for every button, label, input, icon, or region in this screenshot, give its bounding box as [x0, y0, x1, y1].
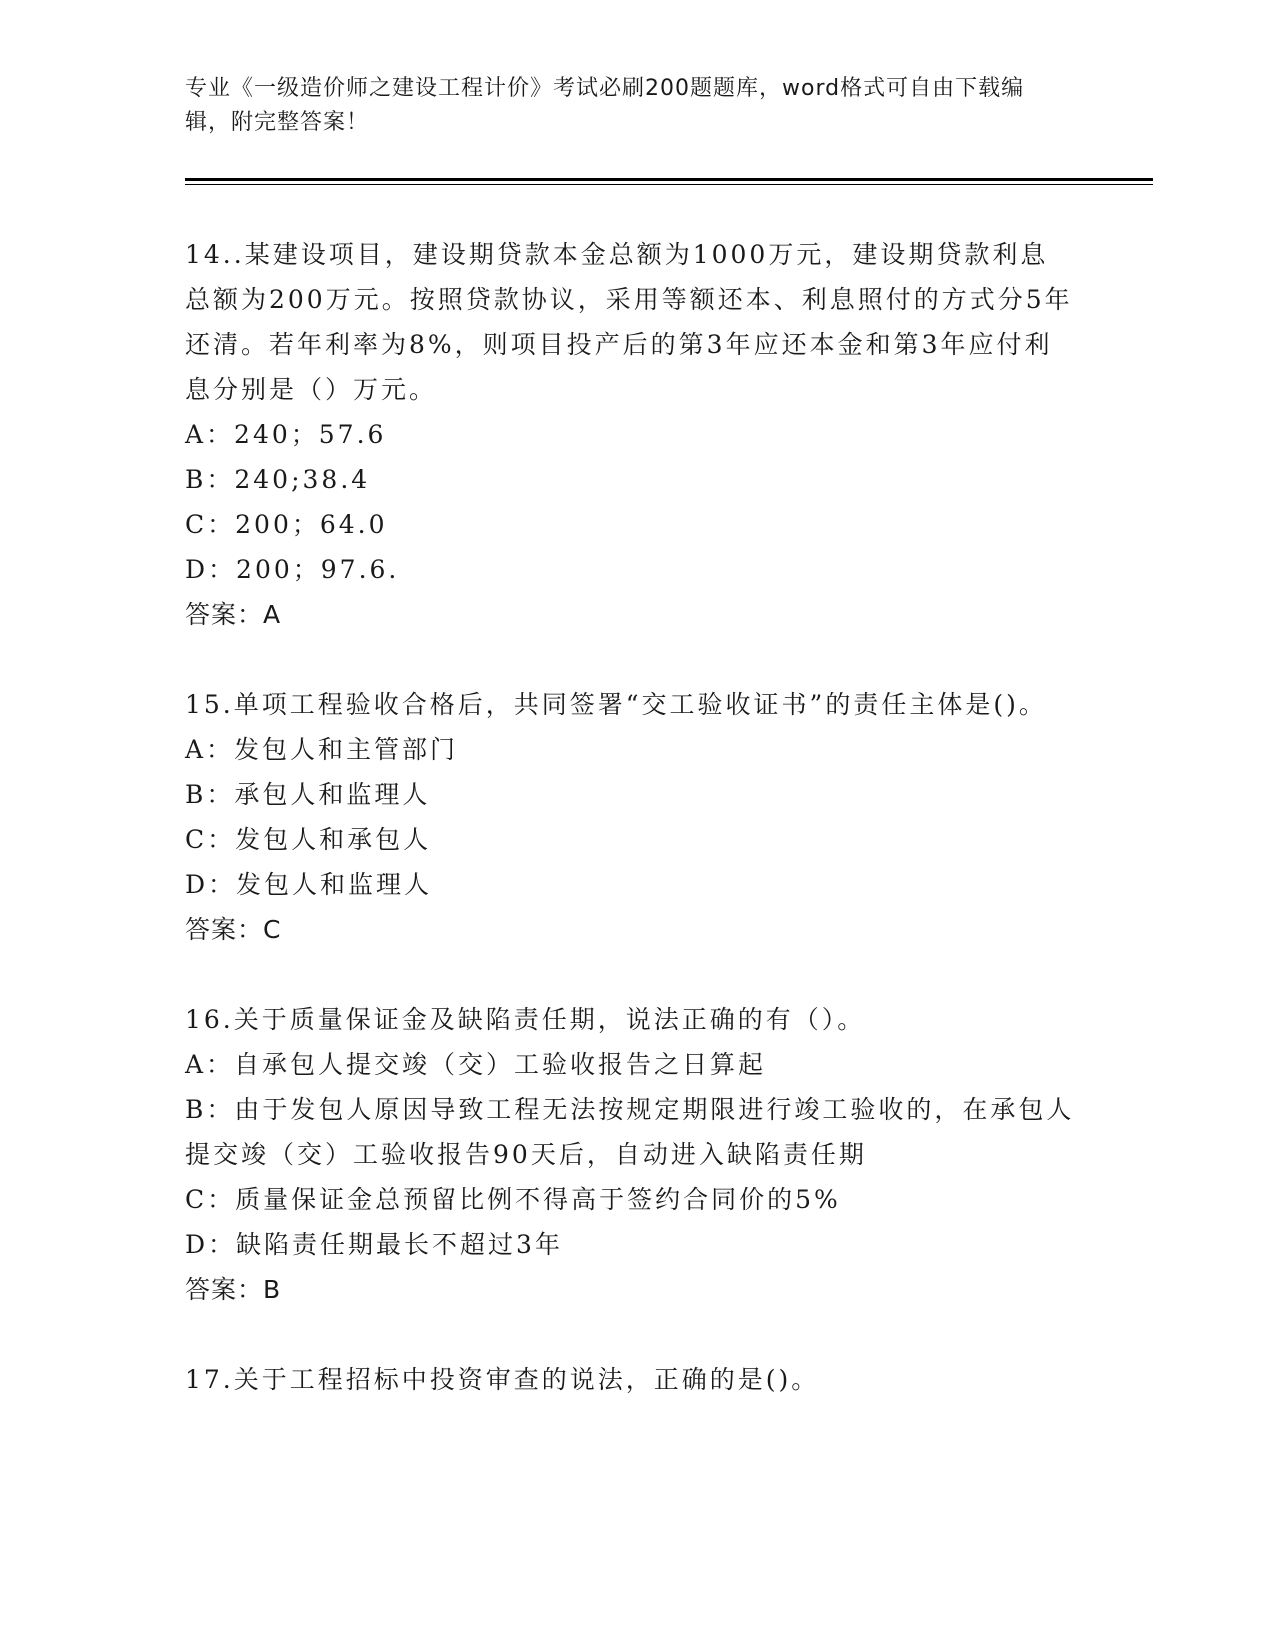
- option-b: B：由于发包人原因导致工程无法按规定期限进行竣工验收的，在承包人提交竣（交）工验收报告90天后，自动进入缺陷责任期: [185, 1095, 1075, 1169]
- question-text: 14..某建设项目，建设期贷款本金总额为1000万元，建设期贷款利息总额为200万元。按照贷款协议，采用等额还本、利息照付的方式分5年还清。若年利率为8%，则项目投产后的第3年应还本金和第3年应付利息分别是（）万元。: [185, 240, 1073, 404]
- question-spacer: [185, 1312, 1075, 1357]
- question-15: [185, 682, 1075, 952]
- answer: 答案：B: [185, 1275, 282, 1304]
- question-text: 17.关于工程招标中投资审查的说法，正确的是()。: [185, 1365, 820, 1394]
- answer: 答案：C: [185, 915, 282, 944]
- option-a: A：自承包人提交竣（交）工验收报告之日算起: [185, 1050, 767, 1079]
- option-b: B：240;38.4: [185, 465, 371, 494]
- option-d: D：缺陷责任期最长不超过3年: [185, 1230, 563, 1259]
- question-text: 15.单项工程验收合格后，共同签署“交工验收证书”的责任主体是()。: [185, 690, 1047, 719]
- page-header: 专业《一级造价师之建设工程计价》考试必刷200题题库，word格式可自由下载编辑，附完整答案！: [185, 76, 1025, 135]
- option-c: C：200；64.0: [185, 510, 388, 539]
- header-rule-thick: [185, 178, 1153, 181]
- question-14: [185, 232, 1075, 637]
- question-list: [185, 232, 1075, 1402]
- header-rule-thin: [185, 184, 1153, 185]
- answer: 答案：A: [185, 600, 282, 629]
- option-c: C：发包人和承包人: [185, 825, 432, 854]
- option-a: A：发包人和主管部门: [185, 735, 459, 764]
- option-c: C：质量保证金总预留比例不得高于签约合同价的5%: [185, 1185, 841, 1214]
- question-16: [185, 997, 1075, 1312]
- option-d: D：发包人和监理人: [185, 870, 433, 899]
- question-text: 16.关于质量保证金及缺陷责任期，说法正确的有（）。: [185, 1005, 866, 1034]
- question-spacer: [185, 637, 1075, 682]
- question-spacer: [185, 952, 1075, 997]
- question-17: [185, 1357, 1075, 1402]
- option-d: D：200；97.6.: [185, 555, 400, 584]
- option-b: B：承包人和监理人: [185, 780, 431, 809]
- option-a: A：240；57.6: [185, 420, 387, 449]
